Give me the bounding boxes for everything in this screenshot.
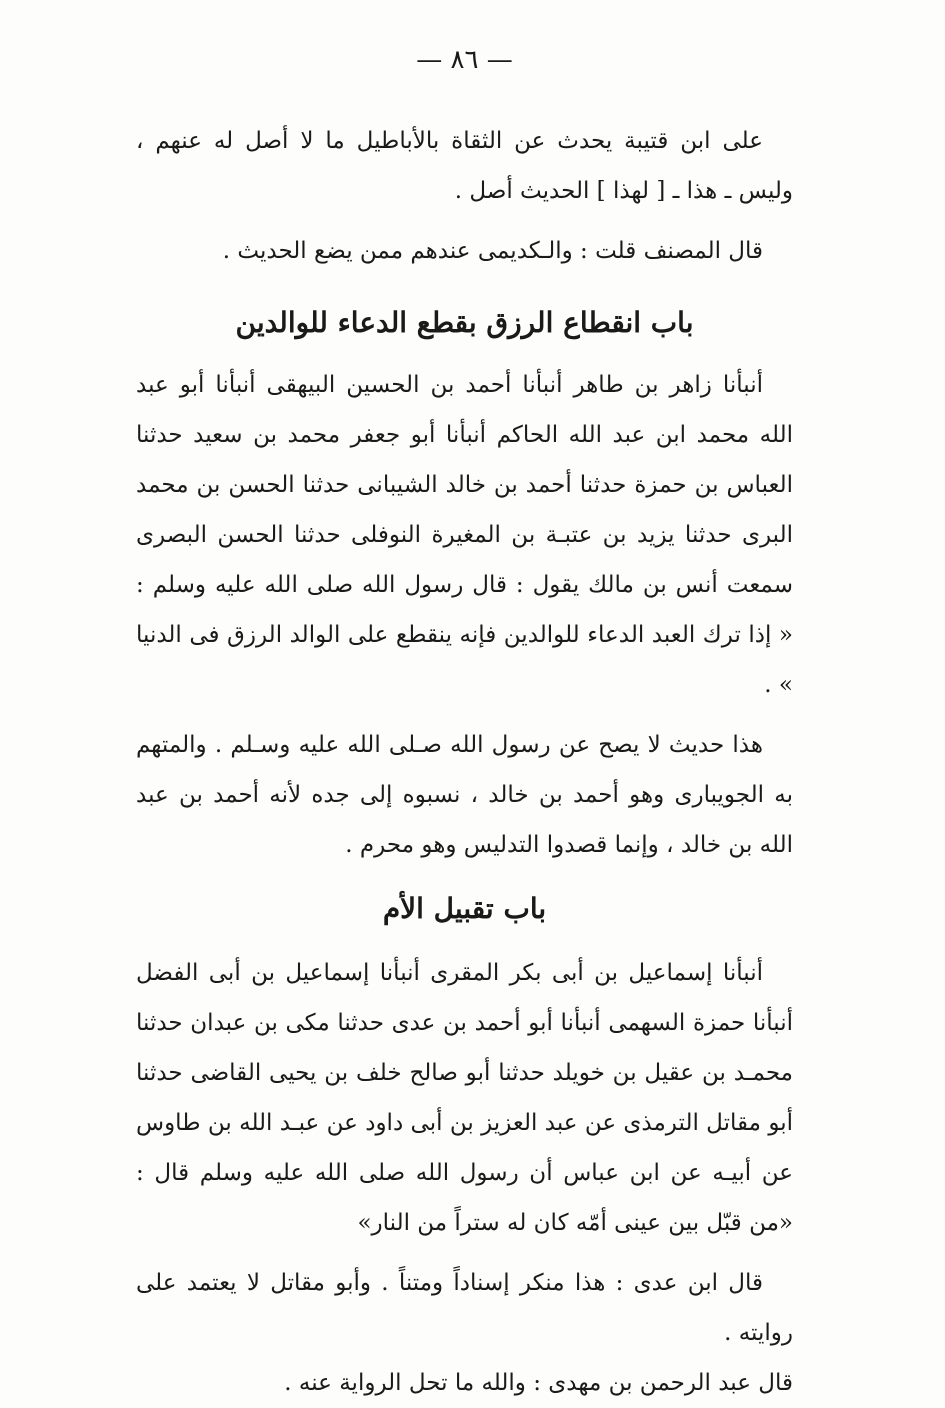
paragraph: قال عبد الرحمن بن مهدى : والله ما تحل الرواية عنه .	[284, 1370, 793, 1396]
paragraph: هذا حديث لا يصح عن رسول الله صـلى الله عليه وسـلم . والمتهم به الجويبارى وهو أحمد بن خالد ، نسبوه إلى جده لأنه أحمد بن عبد الله بن خالد ، وإنما قصدوا التدليس وهو محرم .	[136, 732, 793, 858]
paragraph: قال ابن عدى : هذا منكر إسناداً ومتناً . وأبو مقاتل لا يعتمد على روايته .	[136, 1270, 793, 1346]
page-number: — ٨٦ —	[416, 45, 513, 75]
paragraph: على ابن قتيبة يحدث عن الثقاة بالأباطيل ما لا أصل له عنهم ، وليس ـ هذا ـ [ لهذا ] الحديث أصل .	[136, 128, 793, 204]
paragraph: قال المصنف قلت : والـكديمى عندهم ممن يضع الحديث .	[222, 238, 763, 264]
paragraph: أنبأنا إسماعيل بن أبى بكر المقرى أنبأنا إسماعيل بن أبى الفضل أنبأنا حمزة السهمى أنبأنا أبو أحمد بن عدى حدثنا مكى بن عبدان حدثنا محمـد بن عقيل بن خويلد حدثنا أبو صالح خلف بن يحيى القاضى حدثنا أبو مقاتل الترمذى عن عبد العزيز بن أبى داود عن عبـد الله بن طاوس عن أبيـه عن ابن عباس أن رسول الله صلى الله عليه وسلم قال : «من قبّل بين عينى أمّه كان له ستراً من النار»	[136, 960, 793, 1236]
paragraph: أنبأنا زاهر بن طاهر أنبأنا أحمد بن الحسين البيهقى أنبأنا أبو عبد الله محمد ابن عبد الله الحاكم أنبأنا أبو جعفر محمد بن سعيد حدثنا العباس بن حمزة حدثنا أحمد بن خالد الشيبانى حدثنا الحسن بن محمد البرى حدثنا يزيد بن عتبـة بن المغيرة النوفلى حدثنا الحسن البصرى سمعت أنس بن مالك يقول : قال رسول الله صلى الله عليه وسلم : « إذا ترك العبد الدعاء للوالدين فإنه ينقطع على الوالد الرزق فى الدنيا » .	[136, 372, 793, 698]
section-heading: باب انقطاع الرزق بقطع الدعاء للوالدين	[235, 306, 694, 339]
section-heading: باب تقبيل الأم	[382, 892, 547, 925]
